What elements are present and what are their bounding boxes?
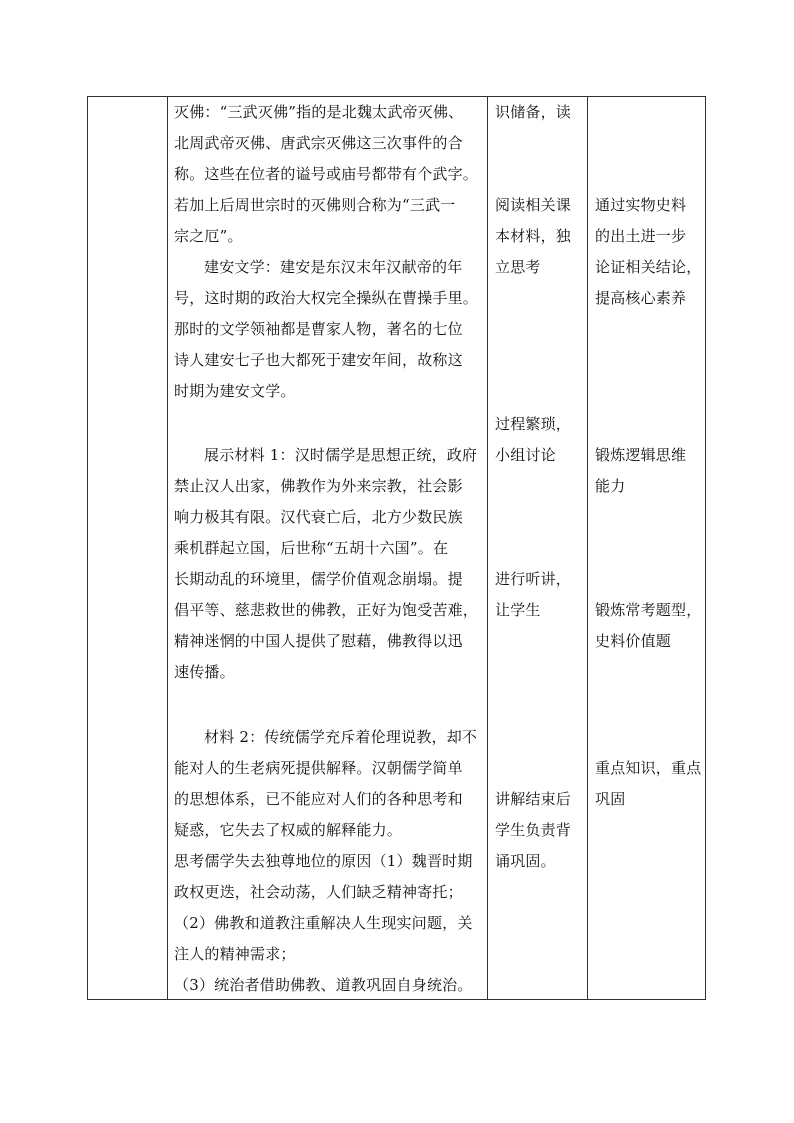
intent-line: 能力 — [595, 477, 626, 495]
table-column-student-activity — [488, 97, 587, 999]
intent-line: 巩固 — [595, 790, 626, 808]
content-line: 乘机群起立国，后世称“五胡十六国”。在 — [174, 539, 449, 557]
content-line: 诗人建安七子也大都死于建安年间，故称这 — [174, 351, 463, 369]
activity-line: 小组讨论 — [495, 446, 556, 464]
intent-line: 史料价值题 — [595, 632, 672, 650]
content-line: 长期动乱的环境里，儒学价值观念崩塌。提 — [174, 570, 463, 588]
content-line: 精神迷惘的中国人提供了慰藉，佛教得以迅 — [174, 632, 463, 650]
intent-line: 通过实物史料 — [595, 196, 687, 214]
content-line: 能对人的生老病死提供解释。汉朝儒学简单 — [174, 759, 463, 777]
activity-line: 过程繁琐， — [495, 415, 572, 433]
content-line: 的思想体系，已不能应对人们的各种思考和 — [174, 790, 463, 808]
content-line: 若加上后周世宗时的灭佛则合称为“三武一 — [174, 196, 456, 214]
content-line: 速传播。 — [174, 663, 235, 681]
content-line: 北周武帝灭佛、唐武宗灭佛这三次事件的合 — [174, 134, 463, 152]
activity-line: 立思考 — [495, 258, 541, 276]
content-line: （3）统治者借助佛教、道教巩固自身统治。 — [174, 976, 473, 994]
activity-line: 诵巩固。 — [495, 852, 556, 870]
intent-line: 重点知识，重点 — [595, 759, 702, 777]
activity-line: 讲解结束后 — [495, 790, 572, 808]
content-line: 疑惑，它失去了权威的解释能力。 — [174, 821, 403, 839]
activity-line: 本材料，独 — [495, 227, 572, 245]
content-line: 倡平等、慈悲救世的佛教，正好为饱受苦难， — [174, 601, 479, 619]
activity-line: 进行听讲， — [495, 570, 572, 588]
content-line: 建安文学：建安是东汉末年汉献帝的年 — [204, 258, 463, 276]
content-line: 那时的文学领袖都是曹家人物，著名的七位 — [174, 320, 463, 338]
table-column-1-empty — [88, 97, 167, 999]
activity-line: 学生负责背 — [495, 821, 572, 839]
content-line: 政权更迭，社会动荡，人们缺乏精神寄托； — [174, 883, 463, 901]
content-line: 宗之厄”。 — [174, 227, 243, 245]
content-line: 展示材料 1：汉时儒学是思想正统，政府 — [204, 446, 478, 464]
content-line: 号，这时期的政治大权完全操纵在曹操手里。 — [174, 289, 479, 307]
activity-line: 识储备，读 — [495, 103, 572, 121]
activity-line: 让学生 — [495, 601, 541, 619]
intent-line: 锻炼逻辑思维 — [595, 446, 687, 464]
content-line: 时期为建安文学。 — [174, 382, 296, 400]
content-line: （2）佛教和道教注重解决人生现实问题，关 — [174, 914, 473, 932]
content-line: 称。这些在位者的谥号或庙号都带有个武字。 — [174, 165, 479, 183]
content-line: 注人的精神需求； — [174, 945, 296, 963]
content-line: 灭佛：“三武灭佛”指的是北魏太武帝灭佛、 — [174, 103, 464, 121]
content-line: 响力极其有限。汉代衰亡后，北方少数民族 — [174, 508, 463, 526]
content-line: 禁止汉人出家，佛教作为外来宗教，社会影 — [174, 477, 463, 495]
intent-line: 提高核心素养 — [595, 289, 687, 307]
table-column-content — [168, 97, 487, 999]
table-column-design-intent — [588, 97, 706, 999]
lesson-plan-table — [87, 96, 706, 1000]
activity-line: 阅读相关课 — [495, 196, 572, 214]
intent-line: 的出土进一步 — [595, 227, 687, 245]
content-line: 思考儒学失去独尊地位的原因（1）魏晋时期 — [174, 852, 473, 870]
intent-line: 锻炼常考题型， — [595, 601, 702, 619]
content-line: 材料 2：传统儒学充斥着伦理说教，却不 — [204, 728, 478, 746]
intent-line: 论证相关结论， — [595, 258, 702, 276]
